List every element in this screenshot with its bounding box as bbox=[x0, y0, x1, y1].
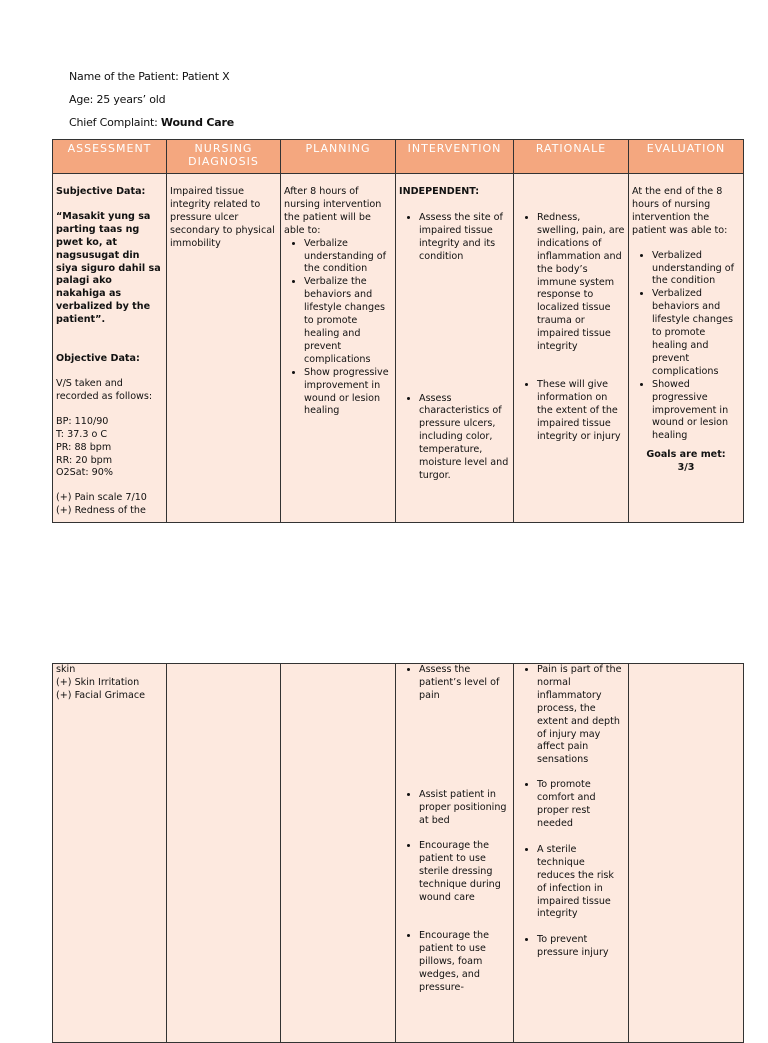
list-item: • Encourage the patient to use sterile dressing technique during wound care bbox=[419, 840, 510, 905]
vital-rr: RR: 20 bpm bbox=[56, 454, 113, 466]
rationale-cell bbox=[514, 664, 629, 1043]
goals-label: Goals are met: bbox=[646, 449, 726, 461]
diagnosis-cell bbox=[167, 174, 281, 523]
list-item: • Assist patient in proper positioning at bed bbox=[419, 789, 510, 828]
list-item: • Assess characteristics of pressure ulcers, including color, temperature, moisture level and turgor. bbox=[419, 393, 510, 483]
header-assessment: ASSESSMENT bbox=[53, 140, 167, 174]
vital-temp: T: 37.3 o C bbox=[56, 428, 108, 440]
diagnosis-text: Impaired tissue integrity related to pressure ulcer secondary to physical immobility bbox=[170, 186, 275, 249]
vs-intro: V/S taken and recorded as follows: bbox=[56, 377, 153, 402]
chief-complaint-line bbox=[69, 116, 234, 129]
intervention-cell bbox=[396, 664, 514, 1043]
list-item: • Redness, swelling, pain, are indications of inflammation and the body’s immune system response to localized tissue trauma or impaired tissue integrity bbox=[537, 212, 625, 354]
list-item: • To promote comfort and proper rest needed bbox=[537, 779, 625, 831]
header-intervention: INTERVENTION bbox=[396, 140, 514, 174]
assessment-cell bbox=[53, 664, 167, 1043]
list-item: • Verbalized understanding of the condition bbox=[652, 250, 740, 289]
diagnosis-cell bbox=[167, 664, 281, 1043]
list-item: • These will give information on the extent of the impaired tissue integrity or injury bbox=[537, 379, 625, 444]
patient-age-line: Age: 25 years’ old bbox=[69, 93, 166, 106]
nursing-care-plan-continuation-table bbox=[52, 663, 744, 1043]
list-item: • Show progressive improvement in wound or lesion healing bbox=[304, 367, 392, 419]
evaluation-cell bbox=[629, 664, 744, 1043]
finding-redness: (+) Redness of the bbox=[56, 505, 146, 517]
independent-label: INDEPENDENT: bbox=[399, 186, 480, 197]
vital-bp: BP: 110/90 bbox=[56, 415, 109, 427]
nursing-care-plan-table bbox=[52, 139, 744, 523]
planning-intro: After 8 hours of nursing intervention the patient will be able to: bbox=[284, 186, 382, 236]
table-row bbox=[53, 664, 744, 1043]
list-item: • Showed progressive improvement in wound or lesion healing bbox=[652, 379, 740, 444]
list-item: • Verbalize the behaviors and lifestyle changes to promote healing and prevent complications bbox=[304, 276, 392, 366]
assessment-cell bbox=[53, 174, 167, 523]
header-rationale: RATIONALE bbox=[514, 140, 629, 174]
subjective-quote: “Masakit yung sa parting taas ng pwet ko, at nagsusugat din siya siguro dahil sa palagi ako nakahiga as verbalized by the patient”. bbox=[56, 210, 161, 326]
list-item: • Verbalized behaviors and lifestyle changes to promote healing and prevent complications bbox=[652, 288, 740, 378]
planning-cell bbox=[281, 664, 396, 1043]
header-evaluation: EVALUATION bbox=[629, 140, 744, 174]
table-header-row bbox=[53, 140, 744, 174]
assessment-line: (+) Skin Irritation bbox=[56, 676, 140, 688]
evaluation-intro: At the end of the 8 hours of nursing intervention the patient was able to: bbox=[632, 186, 728, 236]
objective-label: Objective Data: bbox=[56, 353, 140, 365]
finding-pain: (+) Pain scale 7/10 bbox=[56, 492, 147, 504]
header-nursing-diagnosis: NURSING DIAGNOSIS bbox=[167, 140, 281, 174]
chief-complaint-label: Chief Complaint: bbox=[69, 116, 158, 129]
table-row bbox=[53, 174, 744, 523]
patient-name-line: Name of the Patient: Patient X bbox=[69, 70, 230, 83]
list-item: • Assess the patient’s level of pain bbox=[419, 664, 510, 703]
intervention-cell bbox=[396, 174, 514, 523]
planning-cell bbox=[281, 174, 396, 523]
goals-value: 3/3 bbox=[677, 462, 695, 474]
vital-o2sat: O2Sat: 90% bbox=[56, 467, 113, 479]
evaluation-cell bbox=[629, 174, 744, 523]
list-item: • Pain is part of the normal inflammatory process, the extent and depth of injury may affect pain sensations bbox=[537, 664, 625, 767]
list-item: • Encourage the patient to use pillows, foam wedges, and pressure- bbox=[419, 930, 510, 995]
list-item: • Verbalize understanding of the condition bbox=[304, 238, 392, 277]
assessment-line: (+) Facial Grimace bbox=[56, 689, 146, 701]
list-item: • Assess the site of impaired tissue integrity and its condition bbox=[419, 212, 510, 264]
header-planning: PLANNING bbox=[281, 140, 396, 174]
chief-complaint-value: Wound Care bbox=[160, 116, 234, 129]
vital-pr: PR: 88 bpm bbox=[56, 441, 112, 453]
subjective-label: Subjective Data: bbox=[56, 186, 146, 197]
list-item: • To prevent pressure injury bbox=[537, 934, 625, 960]
list-item: • A sterile technique reduces the risk of infection in impaired tissue integrity bbox=[537, 844, 625, 921]
rationale-cell bbox=[514, 174, 629, 523]
assessment-line: skin bbox=[56, 664, 76, 675]
